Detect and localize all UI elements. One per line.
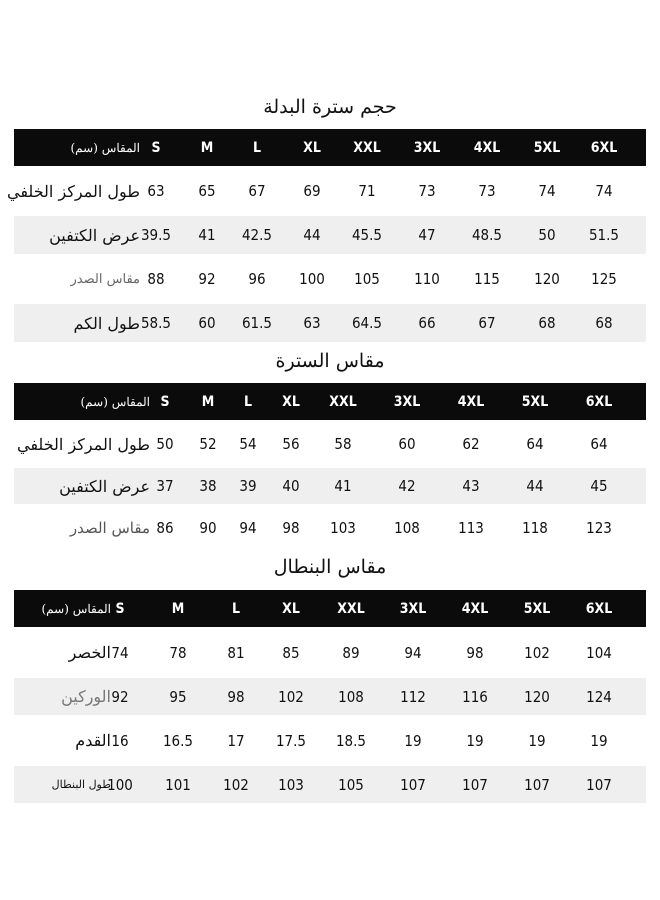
value-cell: 17 — [227, 731, 245, 750]
value-cell: 120 — [534, 270, 560, 288]
size-header-cell: 5XL — [523, 600, 551, 617]
value-cell: 65 — [198, 182, 216, 200]
value-cell: 48.5 — [471, 226, 503, 244]
value-cell: 38 — [199, 477, 217, 495]
value-cell: 98 — [282, 519, 300, 537]
row-label: عرض الكتفين — [59, 476, 150, 496]
value-cell: 63 — [303, 314, 321, 332]
value-cell: 81 — [227, 643, 245, 662]
value-cell: 112 — [400, 687, 426, 706]
value-cell: 86 — [156, 519, 174, 537]
value-cell: 16 — [111, 731, 129, 750]
table-row — [14, 216, 646, 254]
value-cell: 44 — [526, 477, 544, 495]
value-cell: 100 — [107, 775, 133, 794]
size-header-cell: L — [231, 600, 241, 617]
value-cell: 54 — [239, 435, 257, 453]
value-cell: 60 — [198, 314, 216, 332]
row-label: طول البنطال — [51, 778, 111, 791]
value-cell: 19 — [590, 731, 608, 750]
table-header-row — [14, 129, 646, 166]
value-cell: 19 — [404, 731, 422, 750]
value-cell: 104 — [586, 643, 612, 662]
value-cell: 41 — [334, 477, 352, 495]
row-label: طول المركز الخلفي — [16, 434, 150, 454]
value-cell: 51.5 — [588, 226, 620, 244]
value-cell: 17.5 — [275, 731, 307, 750]
size-header-cell: 4XL — [457, 393, 485, 410]
size-header-cell: XL — [282, 600, 300, 617]
value-cell: 40 — [282, 477, 300, 495]
table-row — [6, 172, 646, 210]
value-cell: 68 — [538, 314, 556, 332]
value-cell: 92 — [111, 687, 129, 706]
value-cell: 107 — [400, 775, 426, 794]
value-cell: 52 — [199, 435, 217, 453]
value-cell: 58.5 — [140, 314, 172, 332]
value-cell: 56 — [282, 435, 300, 453]
value-cell: 101 — [165, 775, 191, 794]
value-cell: 39.5 — [140, 226, 172, 244]
value-cell: 63 — [147, 182, 165, 200]
value-cell: 88 — [147, 270, 165, 288]
value-cell: 64 — [590, 435, 608, 453]
value-cell: 89 — [342, 643, 360, 662]
size-header-cell: 5XL — [533, 139, 561, 156]
row-label: مقاس الصدر — [70, 271, 140, 287]
value-cell: 16.5 — [162, 731, 194, 750]
value-cell: 41 — [198, 226, 216, 244]
table-row — [14, 304, 646, 342]
row-label: القدم — [75, 731, 111, 750]
value-cell: 95 — [169, 687, 187, 706]
row-label: الخصر — [68, 643, 111, 662]
value-cell: 64.5 — [351, 314, 383, 332]
table-title: مقاس السترة — [275, 350, 385, 372]
value-cell: 44 — [303, 226, 321, 244]
value-cell: 42 — [398, 477, 416, 495]
value-cell: 124 — [586, 687, 612, 706]
size-header-cell: 4XL — [461, 600, 489, 617]
size-header-cell: L — [243, 393, 253, 410]
row-label: طول الكم — [73, 313, 140, 333]
table-row — [14, 468, 646, 504]
value-cell: 37 — [156, 477, 174, 495]
value-cell: 102 — [524, 643, 550, 662]
header-measure-label: المقاس (سم) — [70, 140, 140, 155]
value-cell: 69 — [303, 182, 321, 200]
value-cell: 96 — [248, 270, 266, 288]
size-header-cell: 3XL — [399, 600, 427, 617]
size-header-cell: 3XL — [413, 139, 441, 156]
value-cell: 64 — [526, 435, 544, 453]
value-cell: 100 — [299, 270, 325, 288]
value-cell: 39 — [239, 477, 257, 495]
size-header-cell: 6XL — [585, 393, 613, 410]
value-cell: 108 — [394, 519, 420, 537]
value-cell: 107 — [524, 775, 550, 794]
table-row — [14, 260, 646, 298]
table-row — [14, 634, 646, 671]
value-cell: 105 — [338, 775, 364, 794]
value-cell: 110 — [414, 270, 440, 288]
value-cell: 18.5 — [335, 731, 367, 750]
table-header-row — [14, 383, 646, 420]
table-title: حجم سترة البدلة — [263, 96, 397, 118]
value-cell: 71 — [358, 182, 376, 200]
value-cell: 103 — [330, 519, 356, 537]
value-cell: 113 — [458, 519, 484, 537]
value-cell: 92 — [198, 270, 216, 288]
row-label: الوركين — [61, 687, 111, 706]
value-cell: 98 — [466, 643, 484, 662]
value-cell: 78 — [169, 643, 187, 662]
value-cell: 68 — [595, 314, 613, 332]
size-header-cell: S — [151, 139, 161, 156]
value-cell: 94 — [404, 643, 422, 662]
value-cell: 60 — [398, 435, 416, 453]
row-label: عرض الكتفين — [49, 225, 140, 245]
table-row — [14, 510, 646, 546]
value-cell: 47 — [418, 226, 436, 244]
size-header-cell: S — [115, 600, 125, 617]
row-label: طول المركز الخلفي — [6, 181, 140, 201]
table-title: مقاس البنطال — [273, 556, 387, 578]
value-cell: 94 — [239, 519, 257, 537]
value-cell: 107 — [586, 775, 612, 794]
size-header-cell: 6XL — [585, 600, 613, 617]
size-header-cell: 3XL — [393, 393, 421, 410]
value-cell: 67 — [478, 314, 496, 332]
value-cell: 73 — [418, 182, 436, 200]
size-header-cell: XXL — [329, 393, 357, 410]
size-header-cell: S — [160, 393, 170, 410]
size-header-cell: XL — [282, 393, 300, 410]
value-cell: 98 — [227, 687, 245, 706]
value-cell: 115 — [474, 270, 500, 288]
header-measure-label: المقاس (سم) — [80, 394, 150, 409]
value-cell: 85 — [282, 643, 300, 662]
value-cell: 90 — [199, 519, 217, 537]
size-header-cell: 4XL — [473, 139, 501, 156]
value-cell: 19 — [528, 731, 546, 750]
value-cell: 61.5 — [241, 314, 273, 332]
row-label: مقاس الصدر — [69, 519, 150, 537]
size-header-cell: M — [171, 600, 185, 617]
size-header-cell: XXL — [337, 600, 365, 617]
table-row — [14, 678, 646, 715]
value-cell: 123 — [586, 519, 612, 537]
value-cell: 103 — [278, 775, 304, 794]
value-cell: 43 — [462, 477, 480, 495]
header-measure-label: المقاس (سم) — [41, 601, 111, 616]
size-header-cell: L — [252, 139, 262, 156]
value-cell: 50 — [538, 226, 556, 244]
value-cell: 45 — [590, 477, 608, 495]
value-cell: 19 — [466, 731, 484, 750]
value-cell: 102 — [278, 687, 304, 706]
value-cell: 42.5 — [241, 226, 273, 244]
value-cell: 108 — [338, 687, 364, 706]
value-cell: 102 — [223, 775, 249, 794]
table-row — [14, 766, 646, 803]
value-cell: 58 — [334, 435, 352, 453]
value-cell: 125 — [591, 270, 617, 288]
size-header-cell: 6XL — [590, 139, 618, 156]
value-cell: 105 — [354, 270, 380, 288]
value-cell: 73 — [478, 182, 496, 200]
size-header-cell: XXL — [353, 139, 381, 156]
table-header-row — [14, 590, 646, 627]
size-header-cell: XL — [303, 139, 321, 156]
value-cell: 74 — [595, 182, 613, 200]
value-cell: 118 — [522, 519, 548, 537]
value-cell: 116 — [462, 687, 488, 706]
table-row — [14, 722, 646, 759]
table-row — [14, 426, 646, 462]
value-cell: 74 — [538, 182, 556, 200]
size-header-cell: M — [200, 139, 214, 156]
value-cell: 62 — [462, 435, 480, 453]
value-cell: 74 — [111, 643, 129, 662]
value-cell: 50 — [156, 435, 174, 453]
size-header-cell: M — [201, 393, 215, 410]
value-cell: 107 — [462, 775, 488, 794]
value-cell: 120 — [524, 687, 550, 706]
value-cell: 67 — [248, 182, 266, 200]
size-header-cell: 5XL — [521, 393, 549, 410]
value-cell: 66 — [418, 314, 436, 332]
value-cell: 45.5 — [351, 226, 383, 244]
